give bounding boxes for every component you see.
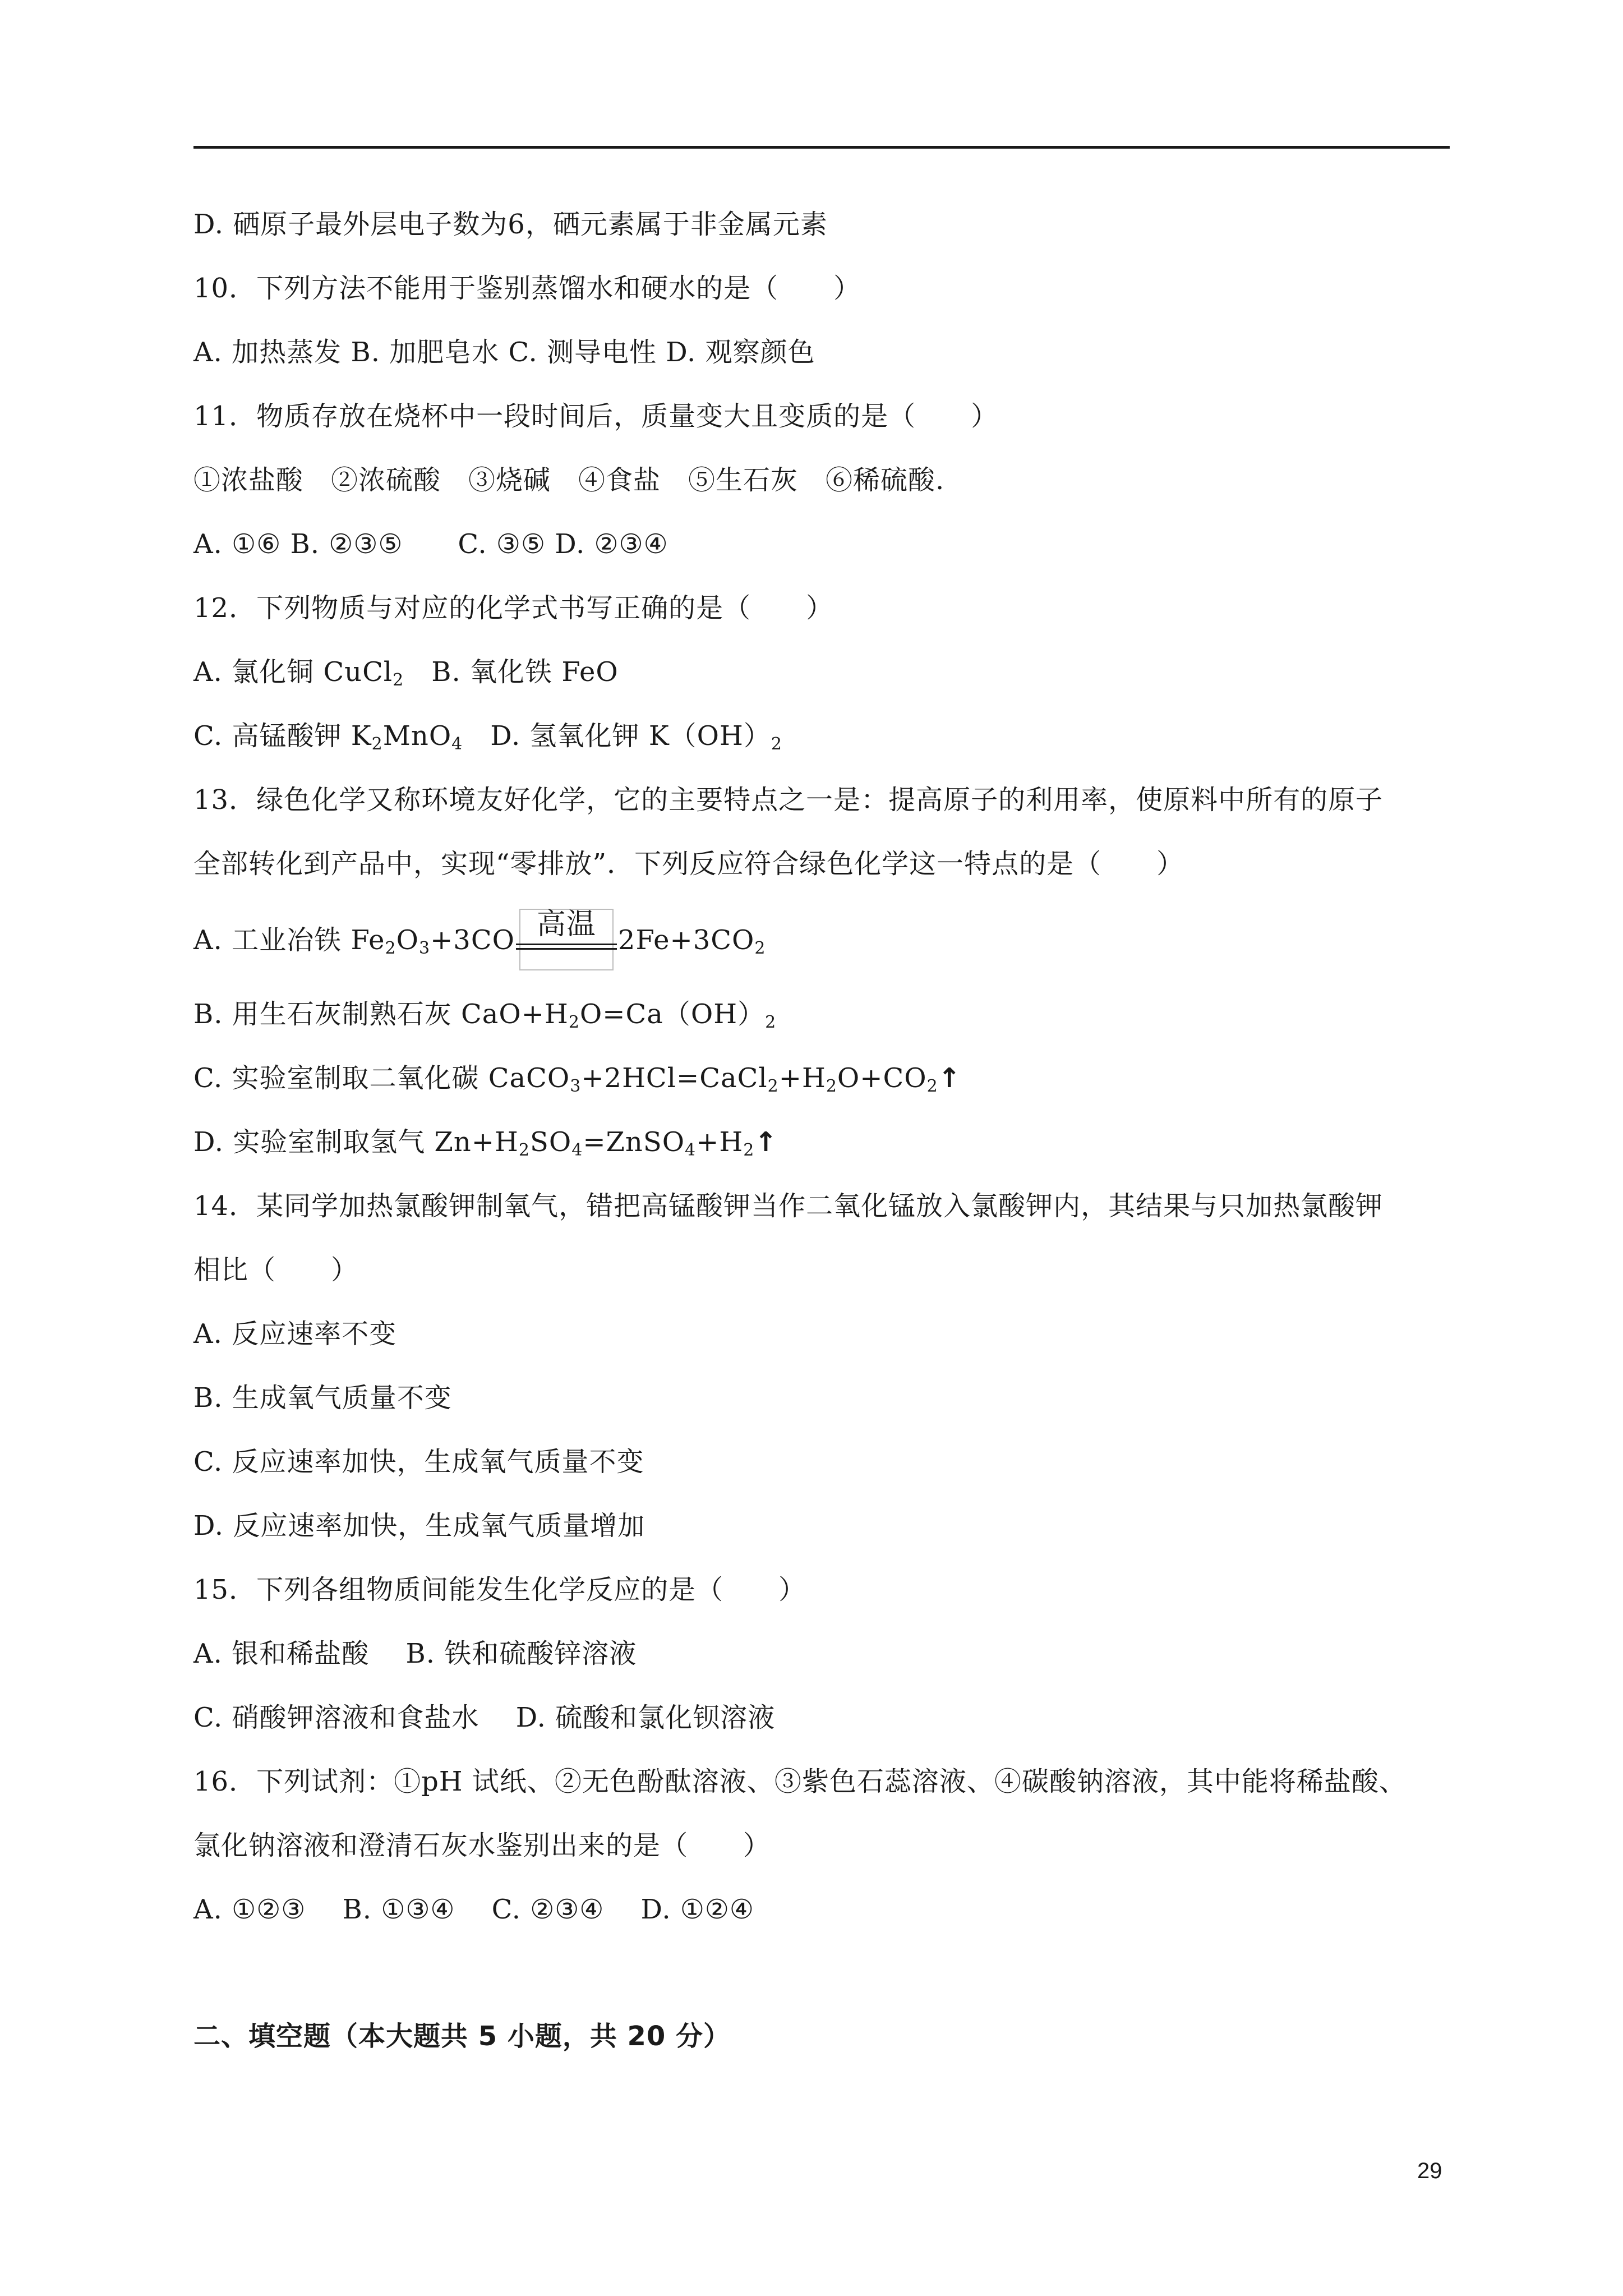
q14-option-c: C. 反应速率加快，生成氧气质量不变 — [193, 1446, 644, 1478]
q12-stem: 12．下列物质与对应的化学式书写正确的是（ ） — [193, 592, 834, 624]
gas-arrow-icon: ↑ — [938, 1062, 961, 1094]
q14-option-d: D. 反应速率加快，生成氧气质量增加 — [193, 1510, 645, 1542]
q14-option-b: B. 生成氧气质量不变 — [193, 1382, 452, 1414]
q13-option-c: C. 实验室制取二氧化碳 $CaCO_3+2HCl=CaCl_2+H_2O+CO_2↑$ — [193, 1062, 961, 1096]
q11-stem: 11．物质存放在烧杯中一段时间后，质量变大且变质的是（ ） — [193, 401, 999, 432]
section-heading: 二、填空题（本大题共 5 小题，共 20 分） — [193, 2021, 731, 2052]
header-rule — [193, 146, 1450, 149]
q11-options: A. ①⑥ B. ②③⑤ C. ③⑤ D. ②③④ — [193, 528, 668, 560]
q15-options-cd: C. 硝酸钾溶液和食盐水 D. 硫酸和氯化钡溶液 — [193, 1702, 776, 1733]
q12-options-cd: C. 高锰酸钾 $K_2MnO_4$ D. 氢氧化钾 $K(OH)_2$ — [193, 720, 782, 754]
q14-option-a: A. 反应速率不变 — [193, 1318, 397, 1350]
q13-stem-line2: 全部转化到产品中，实现“零排放”．下列反应符合绿色化学这一特点的是（ ） — [193, 848, 1184, 880]
page-number: 29 — [1417, 2159, 1442, 2183]
q13-option-b: B. 用生石灰制熟石灰 $CaO+H_2O=Ca(OH)_2$ — [193, 999, 777, 1032]
q13-option-a: A. 工业冶铁 $Fe_2O_3+3CO$ 高温 $2Fe+3CO_2$ — [193, 923, 766, 959]
q13-option-d: D. 实验室制取氢气 $Zn+H_2SO_4=ZnSO_4+H_2↑$ — [193, 1126, 778, 1160]
reaction-condition: 高温 — [516, 926, 617, 959]
q15-stem: 15．下列各组物质间能发生化学反应的是（ ） — [193, 1574, 806, 1605]
q15-options-ab: A. 银和稀盐酸 B. 铁和硫酸锌溶液 — [193, 1638, 637, 1669]
q14-stem-line2: 相比（ ） — [193, 1254, 359, 1286]
q11-items: ①浓盐酸 ②浓硫酸 ③烧碱 ④食盐 ⑤生石灰 ⑥稀硫酸. — [193, 464, 945, 496]
q16-options: A. ①②③ B. ①③④ C. ②③④ D. ①②④ — [193, 1894, 754, 1925]
q14-stem-line1: 14．某同学加热氯酸钾制氧气，错把高锰酸钾当作二氧化锰放入氯酸钾内，其结果与只加热氯酸钾 — [193, 1190, 1384, 1222]
gas-arrow-icon: ↑ — [754, 1126, 778, 1158]
q12-options-ab: A. 氯化铜 CuCl$_2$ B. 氧化铁 FeO — [193, 656, 619, 690]
q9-option-d: D. 硒原子最外层电子数为6，硒元素属于非金属元素 — [193, 209, 828, 240]
q16-stem-line2: 氯化钠溶液和澄清石灰水鉴别出来的是（ ） — [193, 1830, 771, 1861]
q13-stem-line1: 13．绿色化学又称环境友好化学，它的主要特点之一是：提高原子的利用率，使原料中所有的原子 — [193, 784, 1384, 816]
q16-stem-line1: 16．下列试剂：①pH 试纸、②无色酚酞溶液、③紫色石蕊溶液、④碳酸钠溶液，其中能将稀盐酸、 — [193, 1766, 1407, 1797]
q10-stem: 10．下列方法不能用于鉴别蒸馏水和硬水的是（ ） — [193, 273, 861, 304]
q10-options: A. 加热蒸发 B. 加肥皂水 C. 测导电性 D. 观察颜色 — [193, 337, 815, 368]
